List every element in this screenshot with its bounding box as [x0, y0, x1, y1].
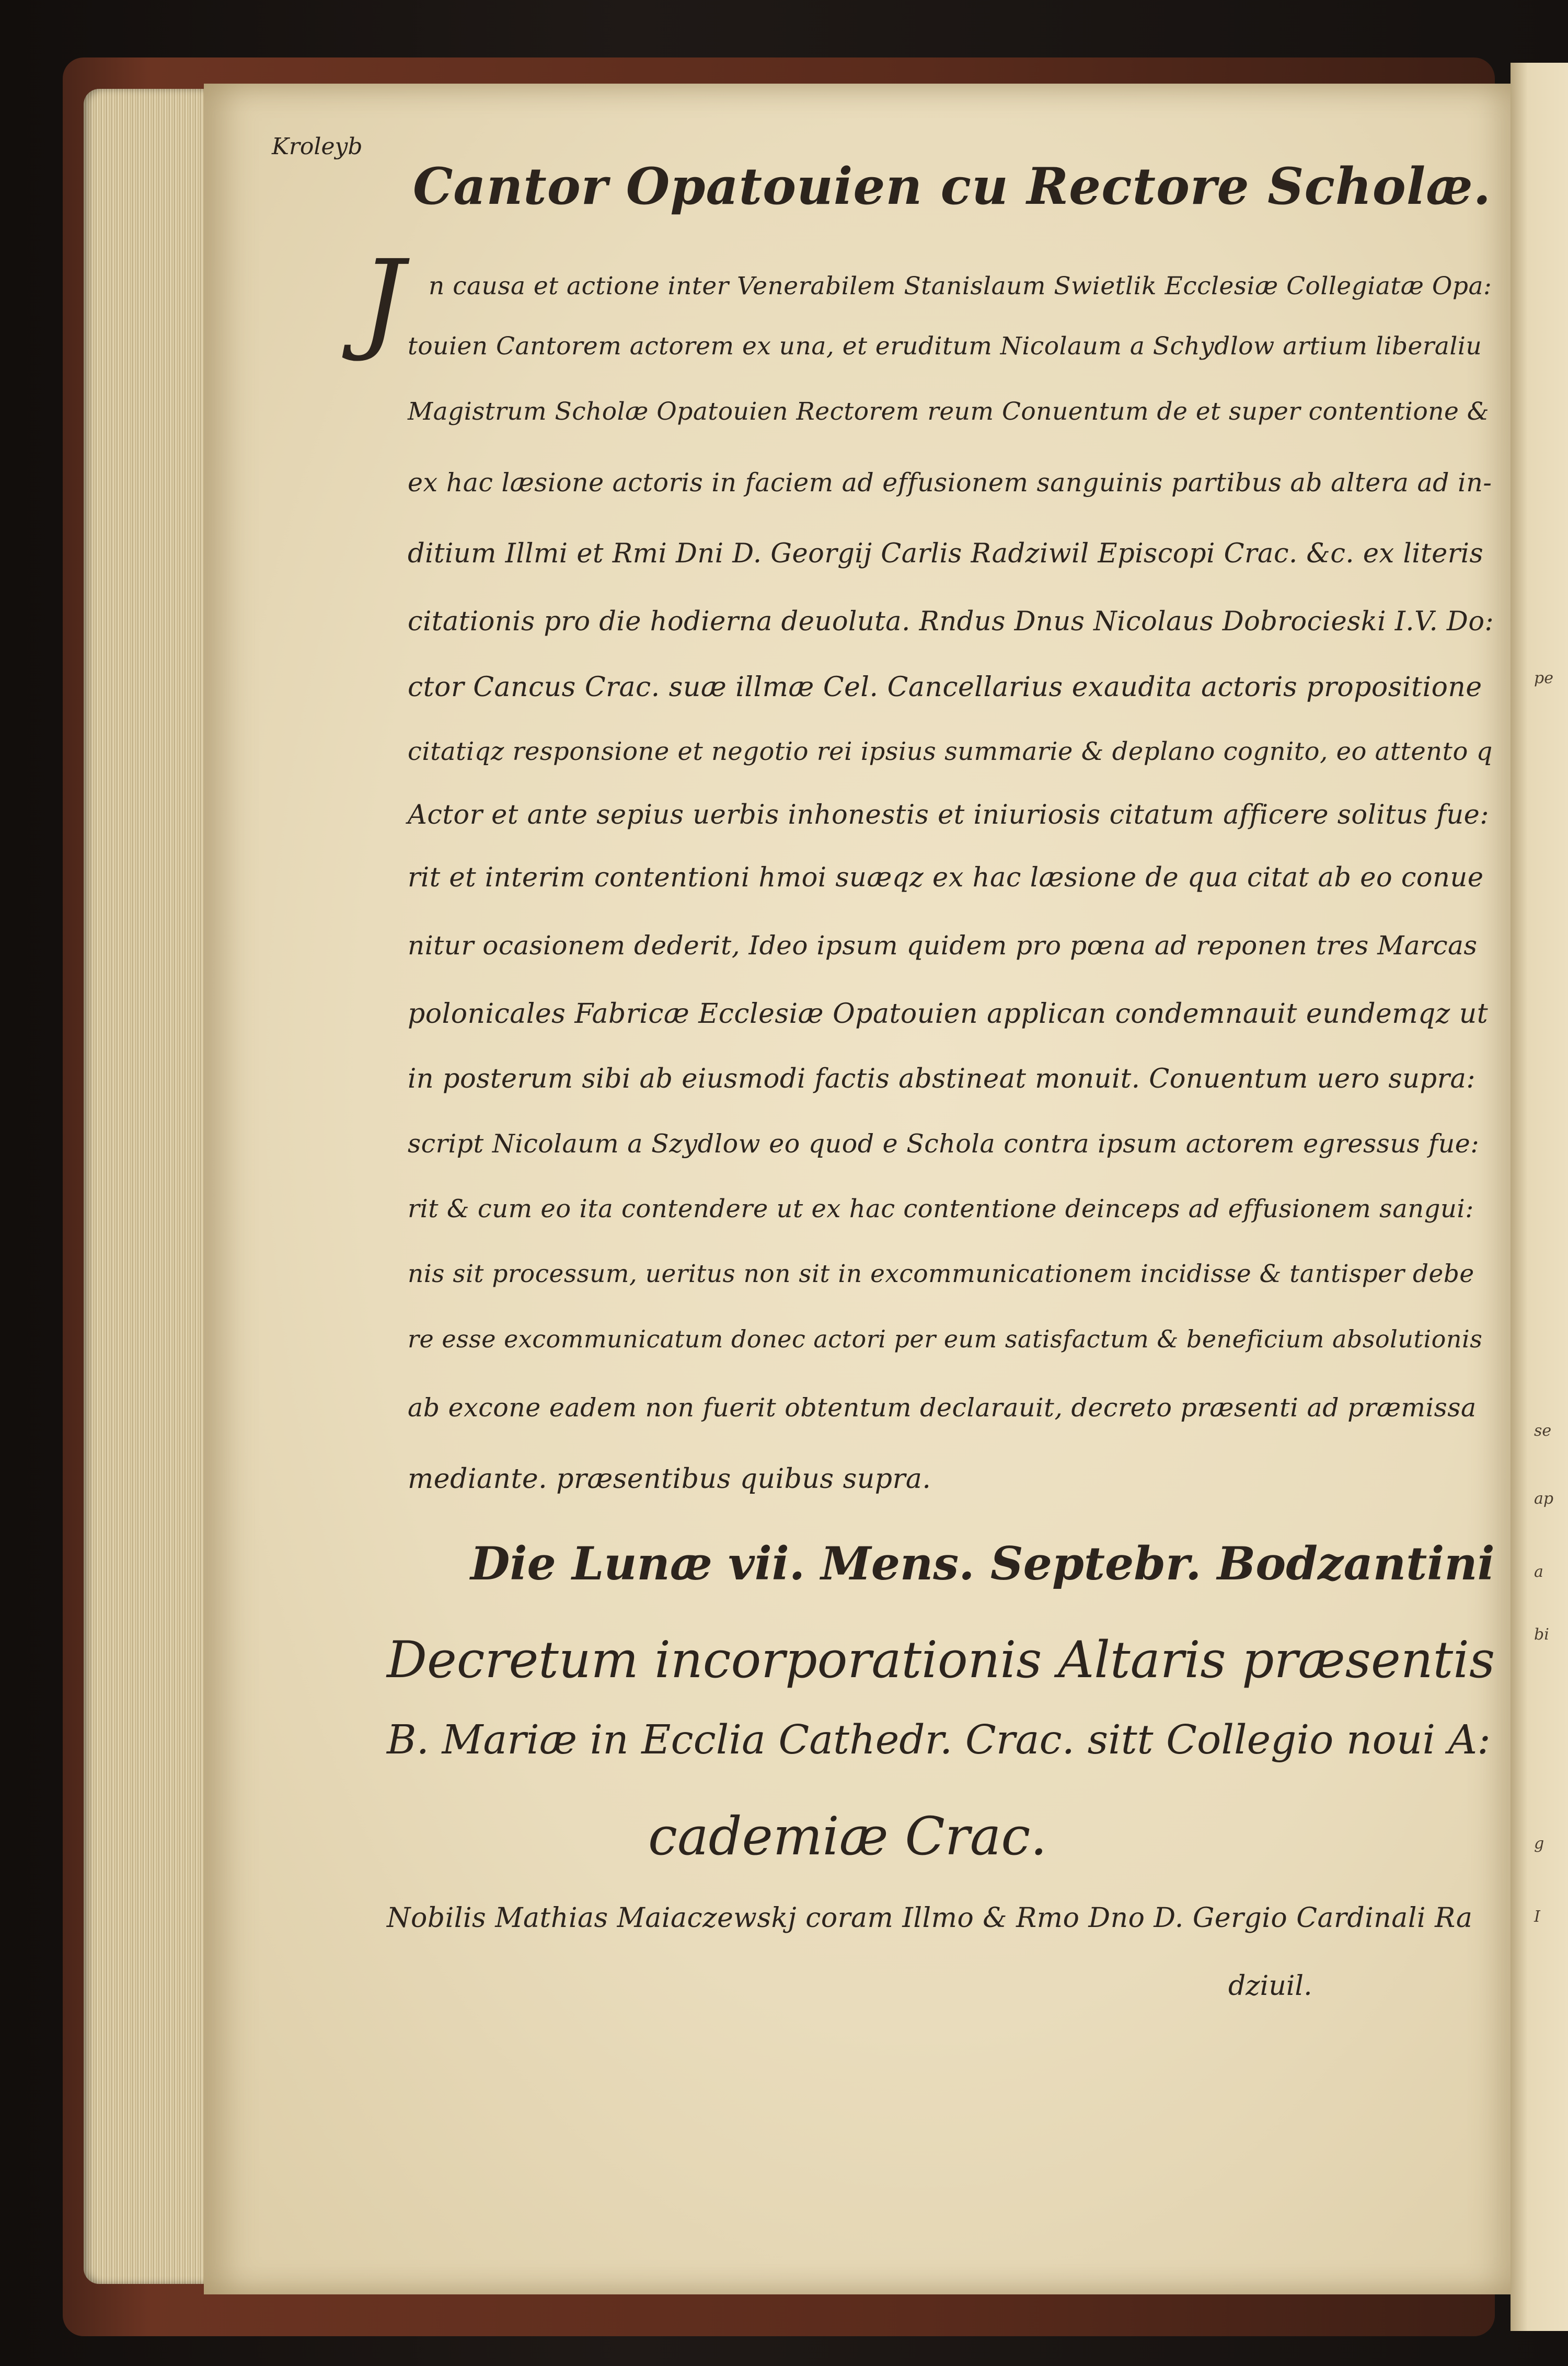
- facing-page-fragment: pe: [1534, 669, 1553, 687]
- text-line: Magistrum Scholæ Opatouien Rectorem reum Conuentum de et super contentione &: [408, 397, 1490, 426]
- text-line: dziuil.: [1228, 1970, 1312, 2002]
- facing-page-fragment: se: [1534, 1422, 1552, 1440]
- text-line: re esse excommunicatum donec actori per eum satisfactum & beneficium absolutionis: [408, 1325, 1483, 1353]
- text-line: nitur ocasionem dederit, Ideo ipsum quidem pro pœna ad reponen tres Marcas: [408, 930, 1478, 961]
- facing-page-fragment: ap: [1534, 1490, 1554, 1508]
- marginal-note: Kroleyb: [272, 133, 363, 160]
- facing-page-fragment: a: [1534, 1563, 1543, 1581]
- facing-page-fragment: g: [1534, 1834, 1544, 1853]
- text-line: ex hac læsione actoris in faciem ad effusionem sanguinis partibus ab altera ad in-: [408, 468, 1492, 498]
- decree-title-line: B. Mariæ in Eccliа Cathedr. Crac. sitt Collegio noui A:: [387, 1717, 1491, 1763]
- facing-page-fragment: I: [1534, 1908, 1540, 1926]
- text-line: ab excone eadem non fuerit obtentum declarauit, decreto præsenti ad præmissa: [408, 1393, 1477, 1423]
- decree-title-line: Decretum incorporationis Altaris præsentis: [387, 1631, 1495, 1689]
- decree-title-line: cademiæ Crac.: [648, 1806, 1047, 1867]
- text-line: Nobilis Mathias Maiaczewskj coram Illmo & Rmo Dno D. Gergio Cardinali Ra: [387, 1902, 1473, 1934]
- drop-cap: J: [361, 236, 405, 364]
- text-line: rit et interim contentioni hmoi suæqz ex hac læsione de qua citat ab eo conue: [408, 862, 1484, 893]
- text-line: in posterum sibi ab eiusmodi factis abstineat monuit. Conuentum uero supra:: [408, 1064, 1476, 1094]
- text-line: ctor Cancus Crac. suæ illmæ Cel. Cancellarius exaudita actoris propositione: [408, 672, 1482, 703]
- text-line: citationis pro die hodierna deuoluta. Rndus Dnus Nicolaus Dobrocieski I.V. Do:: [408, 606, 1494, 637]
- text-line: n causa et actione inter Venerabilem Stanislaum Swietlik Ecclesiæ Collegiatæ Opa:: [429, 272, 1492, 301]
- text-line: rit & cum eo ita contendere ut ex hac contentione deinceps ad effusionem sangui:: [408, 1194, 1474, 1224]
- section-title: Cantor Opatouien cu Rectore Scholæ.: [413, 157, 1492, 216]
- text-line: Actor et ante sepius uerbis inhonestis et iniuriosis citatum afficere solitus fue:: [408, 800, 1490, 830]
- date-heading: Die Lunæ vii. Mens. Septebr. Bodzantini: [470, 1537, 1495, 1590]
- text-line: touien Cantorem actorem ex una, et eruditum Nicolaum a Schydlow artium liberaliu: [408, 332, 1482, 361]
- facing-page-fragment: bi: [1534, 1625, 1549, 1644]
- text-line: mediante. præsentibus quibus supra.: [408, 1463, 931, 1495]
- text-line: script Nicolaum a Szydlow eo quod e Schola contra ipsum actorem egressus fue:: [408, 1129, 1480, 1159]
- text-line: nis sit processum, ueritus non sit in excommunicationem incidisse & tantisper debe: [408, 1260, 1474, 1288]
- text-line: polonicales Fabricæ Ecclesiæ Opatouien applican condemnauit eundemqz ut: [408, 998, 1489, 1030]
- facing-page: [1511, 63, 1568, 2331]
- text-line: ditium Illmi et Rmi Dni D. Georgij Carlis Radziwil Episcopi Crac. &c. ex literis: [408, 538, 1484, 569]
- text-line: citatiqz responsione et negotio rei ipsius summarie & deplano cognito, eo attento q: [408, 737, 1493, 766]
